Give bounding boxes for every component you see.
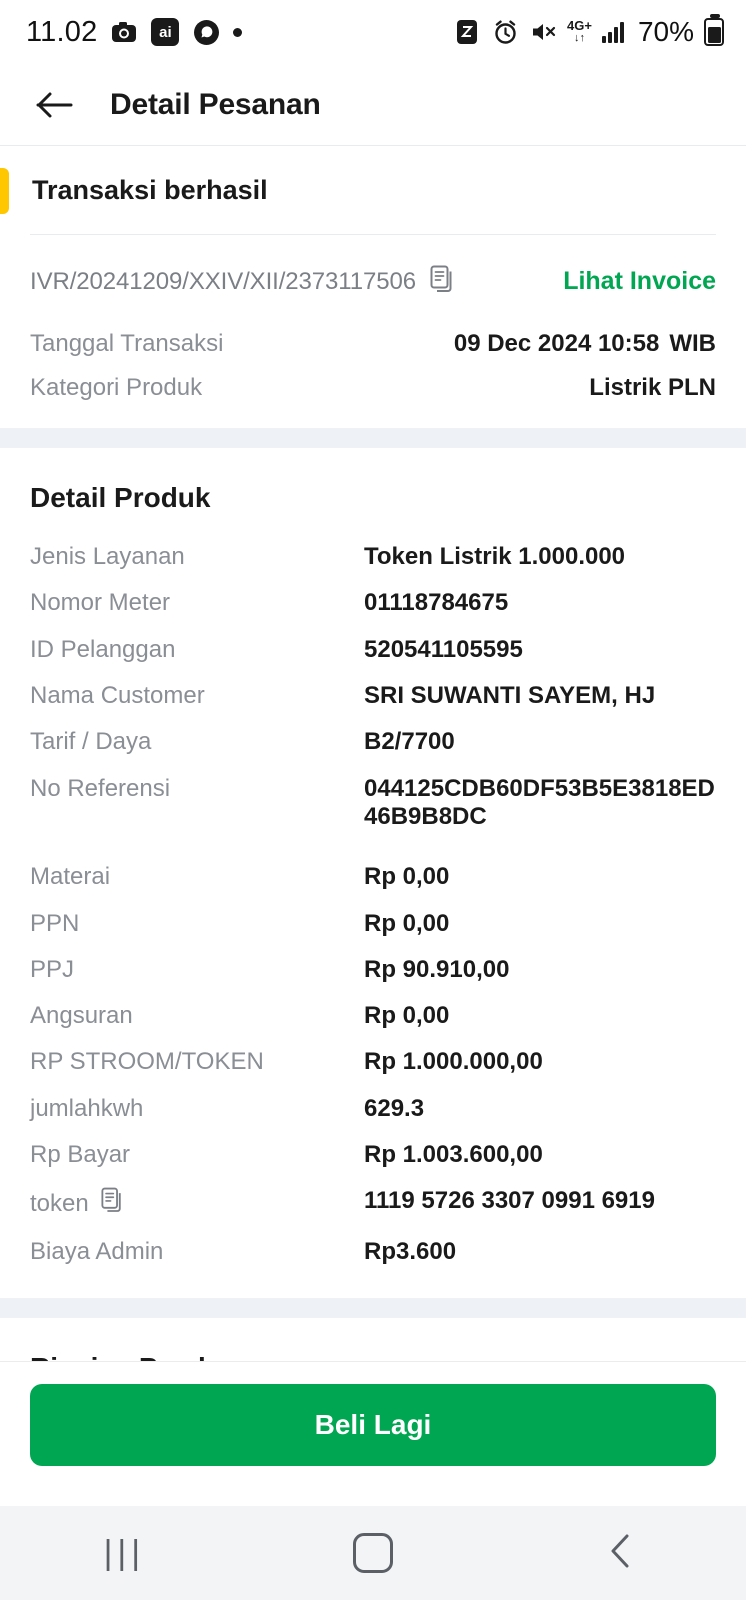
row-label: No Referensi: [30, 774, 171, 802]
row-value: 629.3: [364, 1094, 425, 1122]
row-value: Rp 1.003.600,00: [364, 1141, 543, 1169]
row-value: B2/7700: [364, 728, 455, 756]
list-item: [30, 1086, 716, 1132]
nav-back-button[interactable]: [562, 1518, 682, 1588]
table-row: [0, 322, 746, 366]
list-item: [30, 947, 716, 993]
row-value: Rp 1.000.000,00: [364, 1048, 543, 1076]
row-label: Tanggal Transaksi: [30, 330, 224, 357]
list-item: [30, 993, 716, 1039]
copy-icon[interactable]: [101, 1187, 123, 1220]
row-value: Token Listrik 1.000.000: [364, 543, 626, 570]
row-value: Rp 0,00: [364, 1002, 450, 1030]
list-item: [30, 1132, 716, 1178]
mute-icon: [529, 18, 557, 46]
row-label: Nama Customer: [30, 681, 205, 709]
status-bar-right: [453, 16, 724, 48]
row-value: Rp 0,00: [364, 863, 450, 891]
list-item: [30, 854, 716, 900]
ai-icon: ai: [151, 18, 179, 46]
row-label: [30, 1187, 364, 1220]
row-value: SRI SUWANTI SAYEM, HJ: [364, 681, 656, 709]
status-bar: [0, 0, 746, 64]
row-label: Rp Bayar: [30, 1141, 131, 1169]
dot-icon: [233, 28, 242, 37]
row-label: Nomor Meter: [30, 589, 171, 617]
invoice-id-group: [30, 265, 454, 298]
row-label: PPJ: [30, 955, 75, 983]
row-value: Listrik PLN: [589, 374, 716, 401]
transaction-date-value: 09 Dec 2024 10:58: [453, 330, 660, 357]
list-item: [30, 766, 716, 841]
transaction-status-title: Transaksi berhasil: [32, 174, 268, 205]
signal-strength-icon: [602, 21, 624, 43]
camera-icon: [110, 18, 138, 46]
list-item: [30, 1039, 716, 1085]
status-bar-left: [26, 16, 242, 49]
invoice-id: IVR/20241209/XXIV/XII/2373117506: [30, 267, 416, 295]
home-square-icon: [353, 1533, 393, 1573]
list-item-token: [30, 1178, 716, 1229]
row-label: Tarif / Daya: [30, 728, 152, 756]
row-label: jumlahkwh: [30, 1094, 144, 1122]
page-title: Detail Pesanan: [110, 87, 321, 121]
transaction-section: [0, 146, 746, 428]
row-label: Kategori Produk: [30, 374, 203, 401]
view-invoice-link[interactable]: Lihat Invoice: [563, 267, 716, 295]
product-detail-list: [0, 534, 746, 1298]
list-item: [30, 673, 716, 719]
recents-icon: |||: [103, 1533, 146, 1572]
nav-back-icon: [607, 1532, 637, 1575]
system-nav-bar: [0, 1506, 746, 1600]
network-type-icon: 4G+ ↓↑: [567, 18, 592, 45]
cta-container: [0, 1361, 746, 1492]
list-item: [30, 627, 716, 673]
screen-record-icon: [453, 18, 481, 46]
status-accent-bar: [0, 168, 9, 214]
copy-icon[interactable]: [430, 265, 454, 298]
battery-percent-label: 70%: [637, 16, 694, 47]
row-value: Rp3.600: [364, 1238, 457, 1266]
status-clock: 11.02: [26, 15, 98, 48]
list-item: [30, 580, 716, 626]
buy-again-button[interactable]: Beli Lagi: [30, 1384, 716, 1466]
row-value: 1119 5726 3307 0991 6919: [364, 1187, 655, 1215]
row-value: 044125CDB60DF53B5E3818ED46B9B8DC: [364, 774, 715, 830]
row-value: Rp 0,00: [364, 909, 450, 937]
token-label: token: [30, 1189, 89, 1217]
list-item: [30, 901, 716, 947]
list-item: [30, 719, 716, 765]
row-label: PPN: [30, 909, 80, 937]
section-gap: [0, 1298, 746, 1318]
transaction-status-row: [0, 146, 746, 234]
invoice-row: [0, 235, 746, 322]
table-row: [0, 366, 746, 428]
nav-recents-button[interactable]: [64, 1518, 184, 1588]
section-gap: [0, 428, 746, 448]
row-value: 01118784675: [364, 589, 509, 617]
row-label: ID Pelanggan: [30, 635, 176, 663]
row-value: Rp 90.910,00: [364, 955, 510, 983]
row-label: Materai: [30, 863, 111, 891]
row-value: 520541105595: [364, 635, 523, 663]
back-arrow-icon[interactable]: [34, 84, 76, 126]
alarm-icon: [491, 18, 519, 46]
timezone-label: WIB: [669, 330, 716, 357]
app-bar: [0, 64, 746, 146]
battery-icon: [704, 18, 724, 46]
product-detail-section: [0, 448, 746, 1298]
row-label: Jenis Layanan: [30, 543, 185, 570]
row-label: RP STROOM/TOKEN: [30, 1048, 264, 1076]
whatsapp-icon: [192, 18, 220, 46]
nav-home-button[interactable]: [313, 1518, 433, 1588]
list-item: [30, 534, 716, 580]
product-detail-title: Detail Produk: [30, 482, 211, 513]
list-item: [30, 1229, 716, 1275]
row-value: [454, 330, 716, 358]
row-spacer: [30, 840, 716, 854]
row-label: Biaya Admin: [30, 1238, 164, 1266]
row-label: Angsuran: [30, 1002, 133, 1030]
